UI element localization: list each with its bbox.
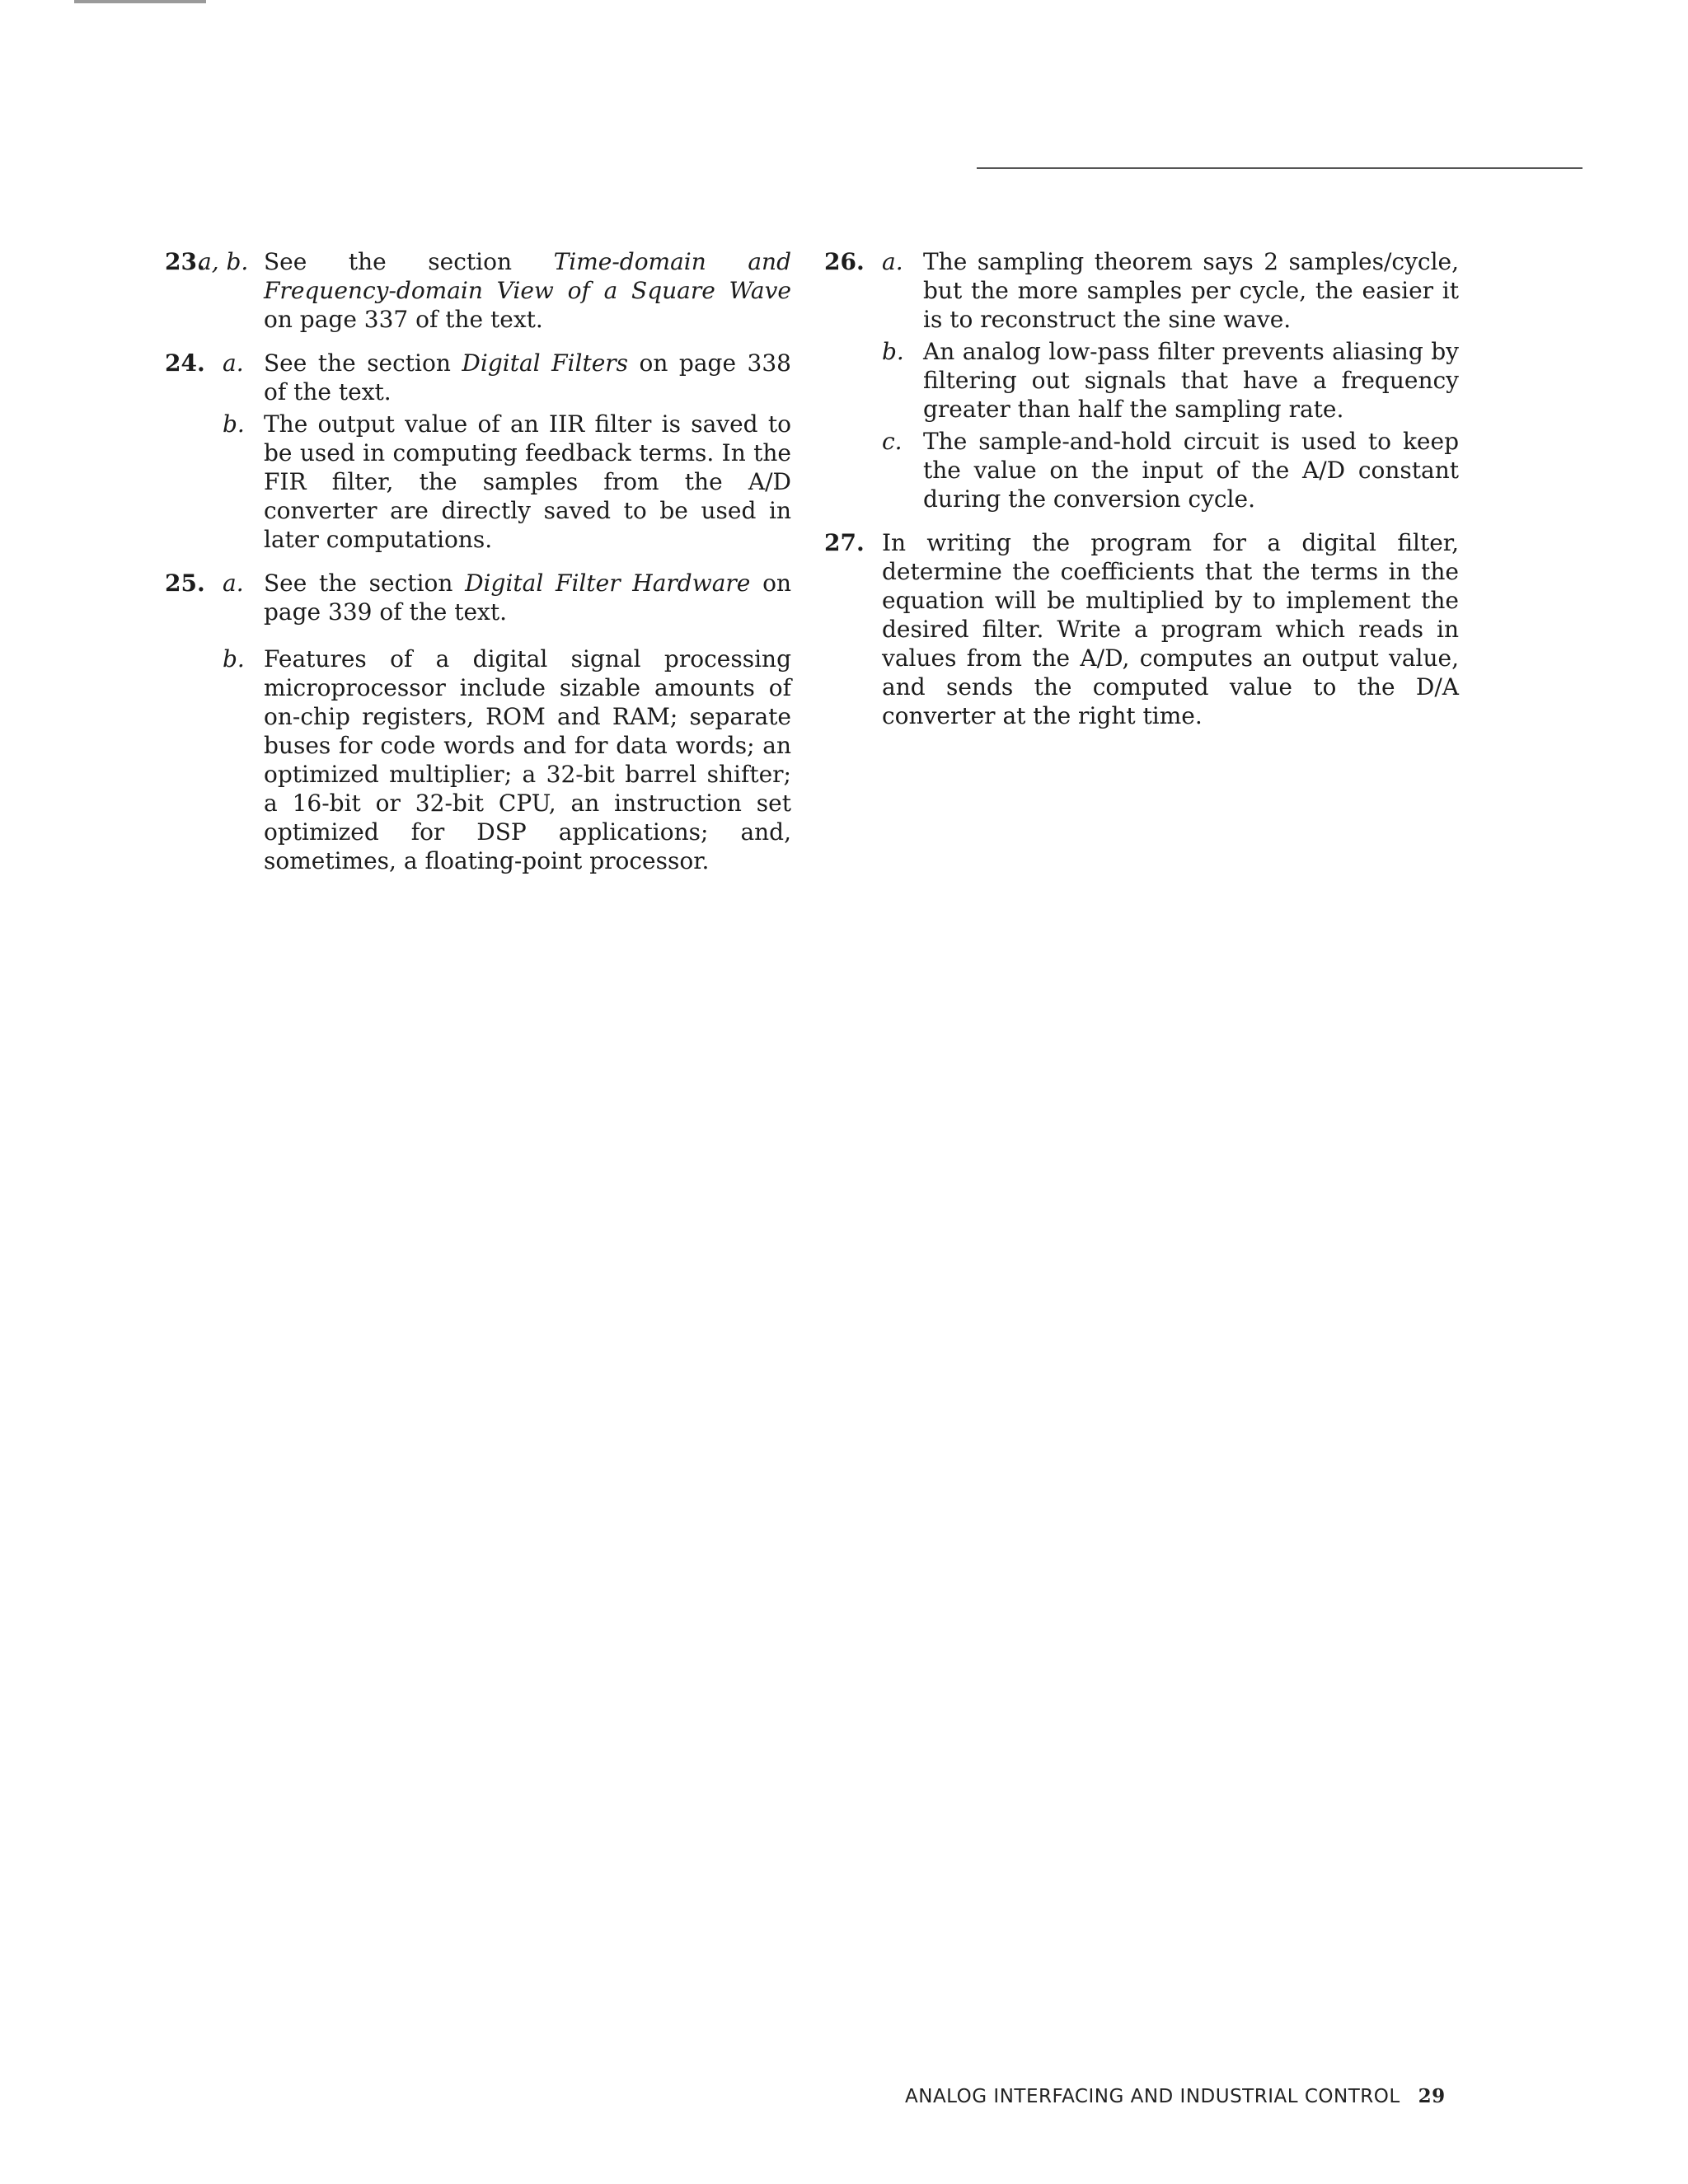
answer-text — [264, 569, 791, 626]
answer-23 — [165, 247, 791, 334]
answer-26 — [824, 247, 1459, 513]
answer-part — [824, 427, 1459, 513]
answer-part — [165, 644, 791, 875]
answer-number: 25. — [165, 569, 205, 597]
text-segment: See the section — [264, 248, 554, 275]
answer-text — [165, 247, 791, 334]
answer-part — [824, 337, 1459, 424]
right-column — [824, 247, 1459, 745]
answer-text — [264, 247, 791, 334]
running-head: ANALOG INTERFACING AND INDUSTRIAL CONTROL — [905, 2086, 1400, 2107]
part-label: b. — [223, 645, 245, 673]
text-segment: The sample-and-hold circuit is used to keep the value on the input of the A/D constant during the conversion cycle. — [923, 428, 1459, 513]
answer-number: 26. — [824, 248, 865, 275]
answer-number: 23. — [165, 248, 205, 275]
answer-24 — [165, 349, 791, 554]
answer-part — [165, 569, 791, 626]
text-segment: on page 338 of the text. — [264, 349, 791, 405]
text-segment: on page 339 of the text. — [264, 569, 791, 626]
page-footer — [905, 2085, 1446, 2107]
text-segment: Features of a digital signal processing microprocessor include sizable amounts of on-chip registers, ROM and RAM; separate buses for code words and for data words; an optimized multiplier; a 32-bit barrel shifter; a 16-bit or 32-bit CPU, an instruction set optimized for DSP applications; and, sometimes, a floating-point processor. — [264, 645, 791, 874]
text-italic-segment: Digital Filters — [462, 349, 629, 377]
answer-text — [923, 247, 1459, 334]
answer-text — [923, 427, 1459, 513]
part-label: a. — [223, 569, 244, 597]
left-column — [165, 247, 791, 890]
answer-part — [824, 247, 1459, 334]
answer-number: 24. — [165, 349, 205, 377]
answer-text — [923, 337, 1459, 424]
text-segment: See the section — [264, 349, 462, 377]
answer-27 — [824, 528, 1459, 730]
answer-text: In writing the program for a digital filter, determine the coefficients that the terms in the equation will be multiplied by to implement the desired filter. Write a program which reads in values from the A/D, computes an output value, and sends the computed value to the D/A converter at the right time. — [882, 529, 1459, 729]
part-label: c. — [882, 428, 903, 455]
part-label: a, b. — [198, 248, 249, 275]
part-label: a. — [223, 349, 244, 377]
text-italic-segment: Time-domain and Frequency-domain View of a Square Wave — [264, 248, 791, 304]
part-label: b. — [223, 410, 245, 438]
answer-text — [264, 644, 791, 875]
answer-25 — [165, 569, 791, 875]
scan-artifact — [74, 0, 206, 3]
part-label: b. — [882, 338, 904, 365]
answer-text — [264, 349, 791, 406]
part-label: a. — [882, 248, 903, 275]
answer-part — [165, 410, 791, 554]
answer-number: 27. — [824, 529, 865, 556]
text-segment: The output value of an IIR filter is saved to be used in computing feedback terms. In the FIR filter, the samples from the A/D converter are directly saved to be used in later computations. — [264, 410, 791, 553]
text-italic-segment: Digital Filter Hardware — [465, 569, 751, 597]
text-segment: See the section — [264, 569, 466, 597]
answer-part — [165, 349, 791, 406]
page-number: 29 — [1418, 2085, 1446, 2107]
answer-text — [264, 410, 791, 554]
text-segment: The sampling theorem says 2 samples/cycle, but the more samples per cycle, the easier it is to reconstruct the sine wave. — [923, 248, 1459, 333]
text-segment: An analog low-pass filter prevents aliasing by filtering out signals that have a frequency greater than half the sampling rate. — [923, 338, 1459, 423]
text-segment: on page 337 of the text. — [264, 306, 543, 333]
header-rule — [977, 167, 1582, 169]
